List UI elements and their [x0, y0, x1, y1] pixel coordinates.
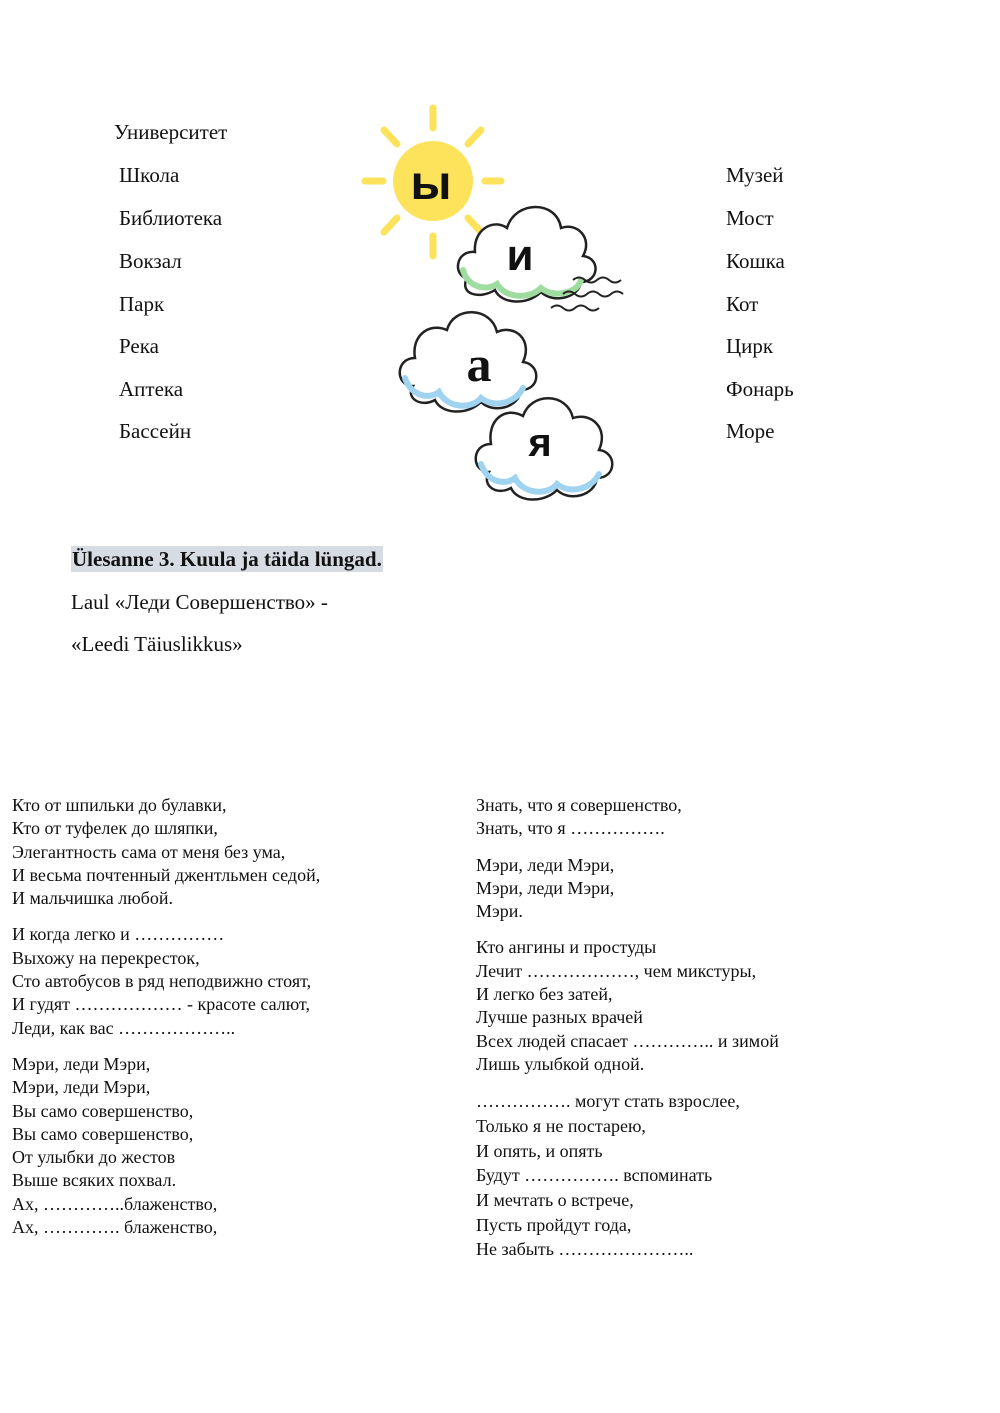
word-item: Библиотека	[119, 206, 223, 230]
stanza	[12, 794, 482, 910]
song-title: Laul «Леди Совершенство» -	[71, 590, 328, 614]
stanza	[476, 1089, 946, 1262]
word-item: Парк	[119, 292, 165, 316]
vowel-letter: и	[506, 231, 534, 280]
task-title: Ülesanne 3. Kuula ja täida lüngad.	[72, 547, 382, 571]
lyric-line: Знать, что я …………….	[476, 818, 665, 839]
lyric-line: И когда легко и ……………	[12, 924, 225, 945]
lyric-line: Знать, что я совершенство,	[476, 795, 682, 815]
word-item: Школа	[119, 163, 180, 187]
lyric-line: Будут ……………. вспоминать	[476, 1165, 713, 1186]
lyric-line: Лучше разных врачей	[476, 1007, 643, 1028]
lyric-line: Лечит ………………, чем микстуры,	[476, 960, 757, 981]
stanza	[476, 936, 946, 1076]
stanza	[476, 854, 946, 924]
lyric-line: Не забыть …………………..	[476, 1239, 694, 1260]
lyric-line: ……………. могут стать взрослее,	[476, 1091, 740, 1112]
word-item: Кот	[726, 292, 759, 316]
lyric-line: Вы само совершенство,	[12, 1100, 194, 1121]
word-item: Музей	[726, 163, 784, 187]
lyric-line: Выхожу на перекресток,	[12, 947, 200, 968]
lyric-line: Мэри, леди Мэри,	[12, 1053, 151, 1074]
lyric-line: И опять, и опять	[476, 1140, 603, 1161]
song-title-translation: «Leedi Täiuslikkus»	[71, 632, 243, 656]
lyric-line: Вы само совершенство,	[12, 1123, 194, 1144]
word-item: Цирк	[726, 334, 774, 358]
lyric-line: Только я не постарею,	[476, 1115, 646, 1136]
lyric-line: Выше всяких похвал.	[12, 1170, 177, 1191]
lyric-line: И легко без затей,	[476, 984, 613, 1005]
word-item: Река	[119, 334, 159, 358]
lyrics-left-column	[12, 794, 482, 1252]
lyrics-right-column	[476, 794, 946, 1275]
lyric-line: Всех людей спасает ………….. и зимой	[476, 1030, 779, 1051]
vowel-letter: ы	[410, 157, 452, 210]
word-item: Вокзал	[119, 249, 182, 273]
word-item: Аптека	[119, 377, 184, 401]
word-item: Университет	[114, 120, 228, 144]
vowel-letter: я	[528, 421, 552, 465]
lyric-line: Кто от шпильки до булавки,	[12, 795, 227, 815]
word-item: Бассейн	[119, 419, 192, 443]
stanza	[476, 794, 946, 841]
word-item: Море	[726, 419, 775, 443]
lyric-line: И мальчишка любой.	[12, 888, 173, 909]
lyric-line: Лишь улыбкой одной.	[476, 1053, 645, 1074]
word-item: Мост	[726, 206, 774, 230]
lyric-line: Мэри.	[476, 901, 523, 922]
lyric-line: И весьма почтенный джентльмен седой,	[12, 864, 321, 885]
lyric-line: От улыбки до жестов	[12, 1147, 176, 1168]
lyric-line: Кто ангины и простуды	[476, 937, 657, 958]
lyric-line: Мэри, леди Мэри,	[476, 854, 615, 875]
lyric-line: Элегантность сама от меня без ума,	[12, 841, 286, 862]
lyric-line: И гудят ……………… - красоте салют,	[12, 994, 310, 1015]
word-item: Фонарь	[726, 377, 794, 401]
stanza	[12, 1053, 482, 1239]
lyric-line: Мэри, леди Мэри,	[476, 877, 615, 898]
stanza	[12, 923, 482, 1039]
lyric-line: И мечтать о встрече,	[476, 1190, 634, 1211]
lyric-line: Сто автобусов в ряд неподвижно стоят,	[12, 971, 312, 992]
lyric-line: Кто от туфелек до шляпки,	[12, 818, 218, 839]
lyric-line: Ах, …………..блаженство,	[12, 1193, 218, 1214]
vowel-illustration	[355, 100, 630, 505]
lyric-line: Пусть пройдут года,	[476, 1214, 632, 1235]
lyric-line: Леди, как вас ………………..	[12, 1017, 236, 1038]
word-item: Кошка	[726, 249, 785, 273]
lyric-line: Мэри, леди Мэри,	[12, 1077, 151, 1098]
lyric-line: Ах, …………. блаженство,	[12, 1217, 218, 1238]
vowel-letter: а	[466, 336, 492, 392]
